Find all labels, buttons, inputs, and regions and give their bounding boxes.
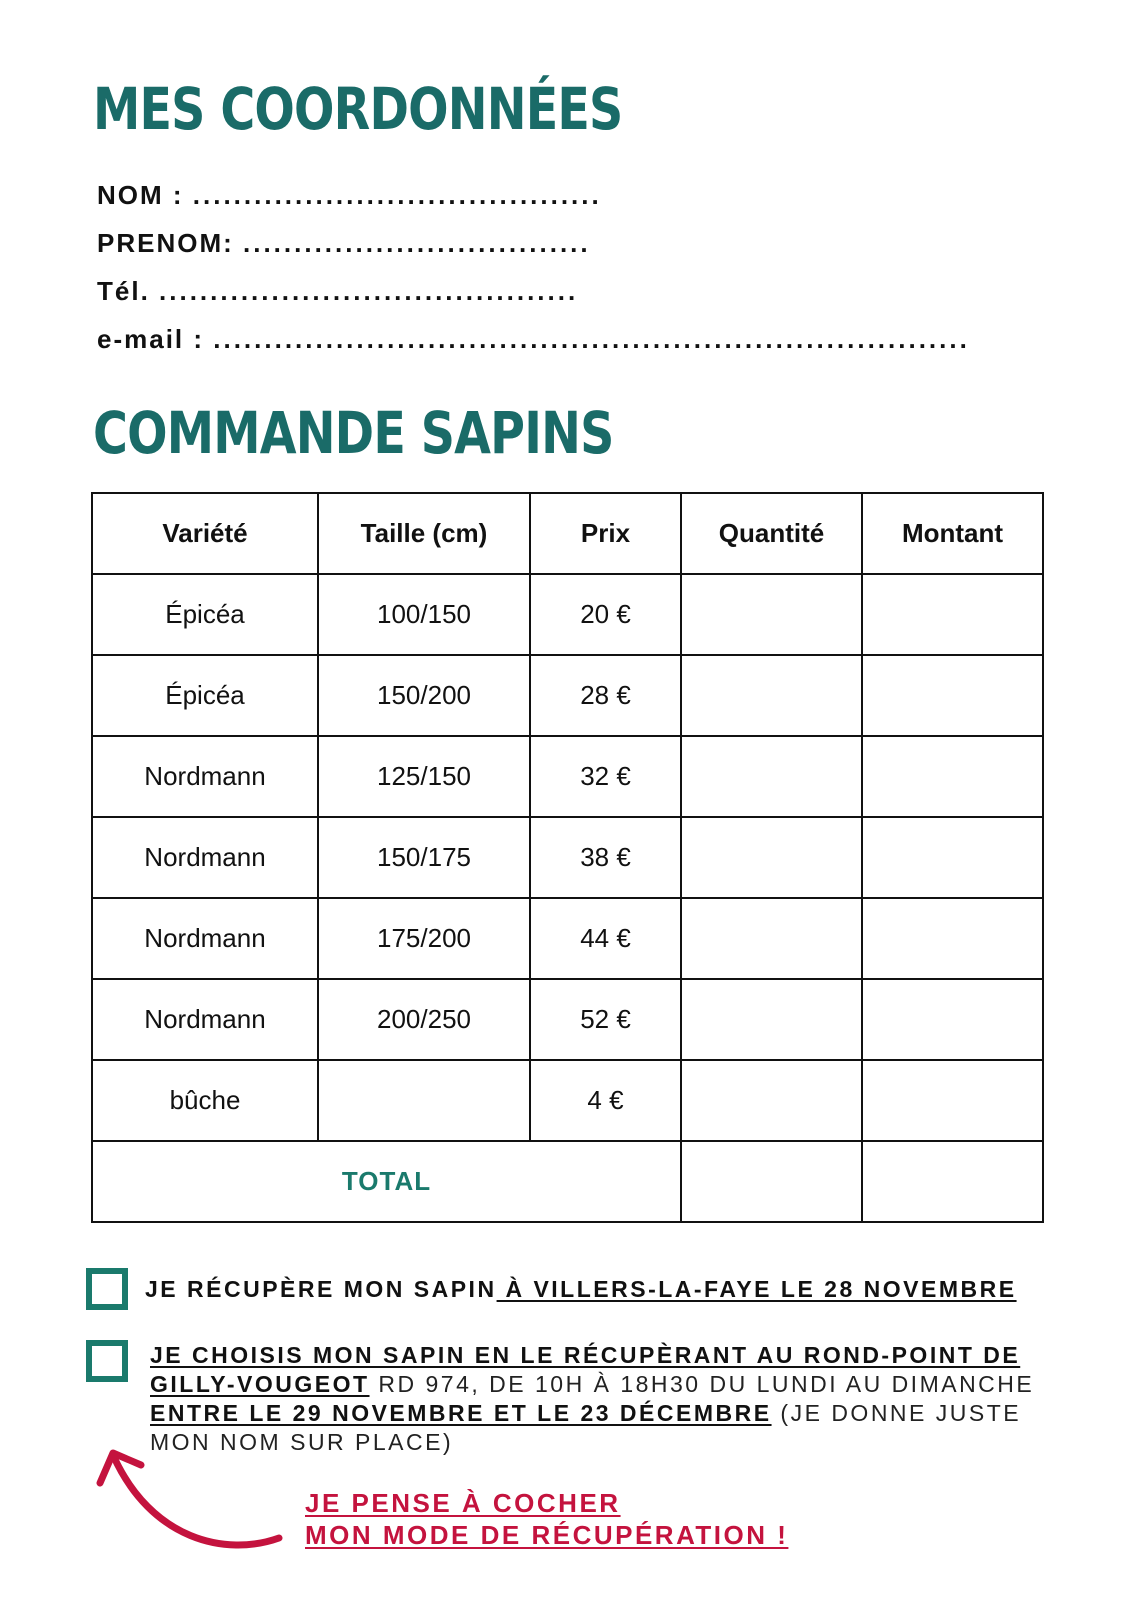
total-label: TOTAL <box>92 1141 681 1222</box>
field-dots: ......................................... <box>159 276 579 306</box>
field-label: NOM : <box>97 180 184 210</box>
table-row <box>92 817 1043 898</box>
column-header: Taille (cm) <box>318 493 530 574</box>
phone-field[interactable] <box>97 276 578 306</box>
table-row <box>92 979 1043 1060</box>
option-location: À VILLERS-LA-FAYE LE 28 NOVEMBRE <box>496 1276 1017 1302</box>
field-dots: .......................................................................... <box>213 324 970 354</box>
field-dots: ........................................ <box>192 180 602 210</box>
table-row <box>92 898 1043 979</box>
column-header: Montant <box>862 493 1043 574</box>
pickup-option-villers <box>145 1275 1017 1304</box>
option-text: JE RÉCUPÈRE MON SAPIN <box>145 1276 497 1302</box>
contact-title: MES COORDONNÉES <box>93 75 623 143</box>
price-cell: 20 € <box>530 574 681 655</box>
price-cell: 52 € <box>530 979 681 1060</box>
amount-cell[interactable] <box>862 898 1043 979</box>
option-schedule: RD 974, DE 10H À 18H30 DU LUNDI AU DIMANCHE <box>369 1371 1035 1397</box>
amount-cell[interactable] <box>862 574 1043 655</box>
quantity-cell[interactable] <box>681 655 862 736</box>
total-amount-cell[interactable] <box>862 1141 1043 1222</box>
reminder-line-2: MON MODE DE RÉCUPÉRATION ! <box>305 1520 789 1550</box>
quantity-cell[interactable] <box>681 574 862 655</box>
option-line-1: JE CHOISIS MON SAPIN EN LE RÉCUPÈRANT AU ROND-POINT DE <box>150 1342 1021 1368</box>
field-dots: .................................. <box>243 228 591 258</box>
price-cell: 38 € <box>530 817 681 898</box>
amount-cell[interactable] <box>862 736 1043 817</box>
email-field[interactable] <box>97 324 970 354</box>
variety-cell: Nordmann <box>92 898 318 979</box>
amount-cell[interactable] <box>862 655 1043 736</box>
size-cell: 150/200 <box>318 655 530 736</box>
quantity-cell[interactable] <box>681 1060 862 1141</box>
size-cell: 100/150 <box>318 574 530 655</box>
variety-cell: Nordmann <box>92 736 318 817</box>
size-cell: 150/175 <box>318 817 530 898</box>
column-header: Variété <box>92 493 318 574</box>
size-cell: 125/150 <box>318 736 530 817</box>
variety-cell: bûche <box>92 1060 318 1141</box>
field-label: e-mail : <box>97 324 205 354</box>
pickup-gilly-checkbox[interactable] <box>86 1340 128 1382</box>
variety-cell: Épicéa <box>92 655 318 736</box>
size-cell <box>318 1060 530 1141</box>
price-cell: 28 € <box>530 655 681 736</box>
option-note: (JE DONNE JUSTE <box>771 1400 1022 1426</box>
reminder-line-1: JE PENSE À COCHER <box>305 1488 621 1518</box>
price-cell: 4 € <box>530 1060 681 1141</box>
amount-cell[interactable] <box>862 979 1043 1060</box>
amount-cell[interactable] <box>862 1060 1043 1141</box>
table-row <box>92 574 1043 655</box>
order-table <box>91 492 1044 1223</box>
quantity-cell[interactable] <box>681 979 862 1060</box>
quantity-cell[interactable] <box>681 736 862 817</box>
field-label: Tél. <box>97 276 150 306</box>
option-place: GILLY-VOUGEOT <box>150 1371 370 1397</box>
variety-cell: Nordmann <box>92 817 318 898</box>
table-row <box>92 655 1043 736</box>
column-header: Prix <box>530 493 681 574</box>
option-line <box>150 1399 1034 1428</box>
quantity-cell[interactable] <box>681 898 862 979</box>
quantity-cell[interactable] <box>681 817 862 898</box>
curved-arrow-icon <box>96 1445 286 1555</box>
firstname-field[interactable] <box>97 228 591 258</box>
size-cell: 175/200 <box>318 898 530 979</box>
total-quantity-cell[interactable] <box>681 1141 862 1222</box>
variety-cell: Épicéa <box>92 574 318 655</box>
table-header-row <box>92 493 1043 574</box>
option-dates: ENTRE LE 29 NOVEMBRE ET LE 23 DÉCEMBRE <box>150 1400 772 1426</box>
price-cell: 44 € <box>530 898 681 979</box>
option-line <box>150 1370 1034 1399</box>
variety-cell: Nordmann <box>92 979 318 1060</box>
field-label: PRENOM: <box>97 228 234 258</box>
pickup-villers-checkbox[interactable] <box>86 1268 128 1310</box>
price-cell: 32 € <box>530 736 681 817</box>
option-note-end: MON NOM SUR PLACE) <box>150 1429 454 1455</box>
amount-cell[interactable] <box>862 817 1043 898</box>
total-row <box>92 1141 1043 1222</box>
table-row <box>92 736 1043 817</box>
pickup-option-gilly <box>150 1341 1034 1457</box>
order-title: COMMANDE SAPINS <box>93 399 614 467</box>
column-header: Quantité <box>681 493 862 574</box>
name-field[interactable] <box>97 180 602 210</box>
table-row <box>92 1060 1043 1141</box>
option-line <box>150 1341 1034 1370</box>
size-cell: 200/250 <box>318 979 530 1060</box>
